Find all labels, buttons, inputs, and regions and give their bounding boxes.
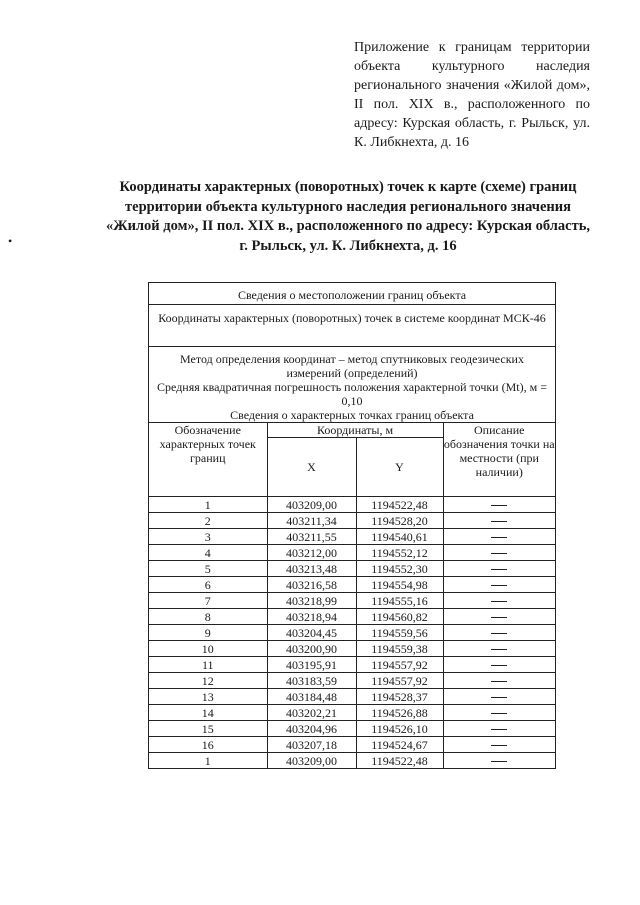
- point-number-cell: 10: [149, 641, 267, 657]
- description-cell: [443, 657, 555, 673]
- dash-mark: [491, 697, 507, 698]
- description-cell: [443, 625, 555, 641]
- x-coordinate-cell: 403211,55: [267, 529, 356, 545]
- table-row: [149, 577, 555, 593]
- y-coordinate-cell: 1194524,67: [356, 737, 443, 753]
- stray-mark: •: [8, 234, 13, 248]
- dash-mark: [491, 569, 507, 570]
- table-row: [149, 545, 555, 561]
- point-number-cell: 9: [149, 625, 267, 641]
- header-x: X: [267, 438, 356, 497]
- point-number-cell: 3: [149, 529, 267, 545]
- x-coordinate-cell: 403195,91: [267, 657, 356, 673]
- x-coordinate-cell: 403213,48: [267, 561, 356, 577]
- point-number-cell: 7: [149, 593, 267, 609]
- header-designation: Обозначение характерных точек границ: [149, 423, 267, 497]
- section-method: [149, 347, 555, 422]
- y-coordinate-cell: 1194559,38: [356, 641, 443, 657]
- section-location-heading: Сведения о местоположении границ объекта: [149, 283, 555, 305]
- section-points-heading: Сведения о характерных точках границ объекта: [230, 408, 474, 422]
- description-cell: [443, 609, 555, 625]
- table-row: [149, 657, 555, 673]
- dash-mark: [491, 633, 507, 634]
- dash-mark: [491, 585, 507, 586]
- description-cell: [443, 529, 555, 545]
- table-row: [149, 673, 555, 689]
- x-coordinate-cell: 403218,94: [267, 609, 356, 625]
- x-coordinate-cell: 403204,96: [267, 721, 356, 737]
- header-description: Описание обозначения точки на местности (при наличии): [443, 423, 555, 497]
- document-title: Координаты характерных (поворотных) точек к карте (схеме) границ территории объекта культурного наследия регионального значения «Жилой дом», II пол. XIX в., расположенного по адресу: Курская область, г. Рыльск, ул. К. Либкнехта, д. 16: [105, 179, 590, 254]
- description-cell: [443, 545, 555, 561]
- point-number-cell: 13: [149, 689, 267, 705]
- dash-mark: [491, 601, 507, 602]
- table-row: [149, 497, 555, 513]
- description-cell: [443, 593, 555, 609]
- description-cell: [443, 513, 555, 529]
- table-row: [149, 753, 555, 769]
- y-coordinate-cell: 1194552,30: [356, 561, 443, 577]
- table-row: [149, 609, 555, 625]
- table-row: [149, 625, 555, 641]
- method-line: Метод определения координат – метод спутниковых геодезических измерений (определений): [180, 352, 524, 380]
- description-cell: [443, 497, 555, 513]
- description-cell: [443, 737, 555, 753]
- dash-mark: [491, 745, 507, 746]
- dash-mark: [491, 521, 507, 522]
- dash-mark: [491, 505, 507, 506]
- table-row: [149, 561, 555, 577]
- description-cell: [443, 561, 555, 577]
- x-coordinate-cell: 403218,99: [267, 593, 356, 609]
- y-coordinate-cell: 1194540,61: [356, 529, 443, 545]
- dash-mark: [491, 729, 507, 730]
- description-cell: [443, 705, 555, 721]
- y-coordinate-cell: 1194557,92: [356, 657, 443, 673]
- point-number-cell: 15: [149, 721, 267, 737]
- x-coordinate-cell: 403207,18: [267, 737, 356, 753]
- point-number-cell: 1: [149, 753, 267, 769]
- point-number-cell: 1: [149, 497, 267, 513]
- y-coordinate-cell: 1194555,16: [356, 593, 443, 609]
- header-coordinates: Координаты, м: [267, 423, 443, 438]
- points-table: [149, 422, 555, 768]
- y-coordinate-cell: 1194559,56: [356, 625, 443, 641]
- point-number-cell: 14: [149, 705, 267, 721]
- dash-mark: [491, 761, 507, 762]
- table-row: [149, 641, 555, 657]
- dash-mark: [491, 713, 507, 714]
- description-cell: [443, 641, 555, 657]
- dash-mark: [491, 649, 507, 650]
- dash-mark: [491, 553, 507, 554]
- x-coordinate-cell: 403209,00: [267, 497, 356, 513]
- x-coordinate-cell: 403202,21: [267, 705, 356, 721]
- point-number-cell: 8: [149, 609, 267, 625]
- point-number-cell: 4: [149, 545, 267, 561]
- table-row: [149, 593, 555, 609]
- section-coordinate-system: Координаты характерных (поворотных) точек в системе координат МСК-46: [149, 305, 555, 347]
- x-coordinate-cell: 403184,48: [267, 689, 356, 705]
- y-coordinate-cell: 1194522,48: [356, 753, 443, 769]
- y-coordinate-cell: 1194526,10: [356, 721, 443, 737]
- y-coordinate-cell: 1194560,82: [356, 609, 443, 625]
- x-coordinate-cell: 403200,90: [267, 641, 356, 657]
- description-cell: [443, 753, 555, 769]
- appendix-note: Приложение к границам территории объекта культурного наследия регионального значения «Жилой дом», II пол. XIX в., расположенного по адресу: Курская область, г. Рыльск, ул. К. Либкнехта, д. 16: [354, 40, 590, 150]
- dash-mark: [491, 665, 507, 666]
- dash-mark: [491, 617, 507, 618]
- point-number-cell: 6: [149, 577, 267, 593]
- x-coordinate-cell: 403183,59: [267, 673, 356, 689]
- description-cell: [443, 689, 555, 705]
- description-cell: [443, 577, 555, 593]
- point-number-cell: 16: [149, 737, 267, 753]
- header-y: Y: [356, 438, 443, 497]
- x-coordinate-cell: 403209,00: [267, 753, 356, 769]
- dash-mark: [491, 681, 507, 682]
- y-coordinate-cell: 1194522,48: [356, 497, 443, 513]
- y-coordinate-cell: 1194526,88: [356, 705, 443, 721]
- x-coordinate-cell: 403211,34: [267, 513, 356, 529]
- y-coordinate-cell: 1194528,37: [356, 689, 443, 705]
- point-number-cell: 11: [149, 657, 267, 673]
- table-row: [149, 705, 555, 721]
- y-coordinate-cell: 1194552,12: [356, 545, 443, 561]
- table-row: [149, 529, 555, 545]
- dash-mark: [491, 537, 507, 538]
- point-number-cell: 12: [149, 673, 267, 689]
- y-coordinate-cell: 1194557,92: [356, 673, 443, 689]
- x-coordinate-cell: 403216,58: [267, 577, 356, 593]
- x-coordinate-cell: 403212,00: [267, 545, 356, 561]
- x-coordinate-cell: 403204,45: [267, 625, 356, 641]
- description-cell: [443, 673, 555, 689]
- y-coordinate-cell: 1194528,20: [356, 513, 443, 529]
- coordinates-table: [148, 282, 556, 769]
- y-coordinate-cell: 1194554,98: [356, 577, 443, 593]
- table-row: [149, 737, 555, 753]
- point-number-cell: 5: [149, 561, 267, 577]
- description-cell: [443, 721, 555, 737]
- table-row: [149, 513, 555, 529]
- accuracy-line: Средняя квадратичная погрешность положения характерной точки (Mt), м = 0,10: [157, 380, 547, 408]
- point-number-cell: 2: [149, 513, 267, 529]
- table-row: [149, 689, 555, 705]
- table-row: [149, 721, 555, 737]
